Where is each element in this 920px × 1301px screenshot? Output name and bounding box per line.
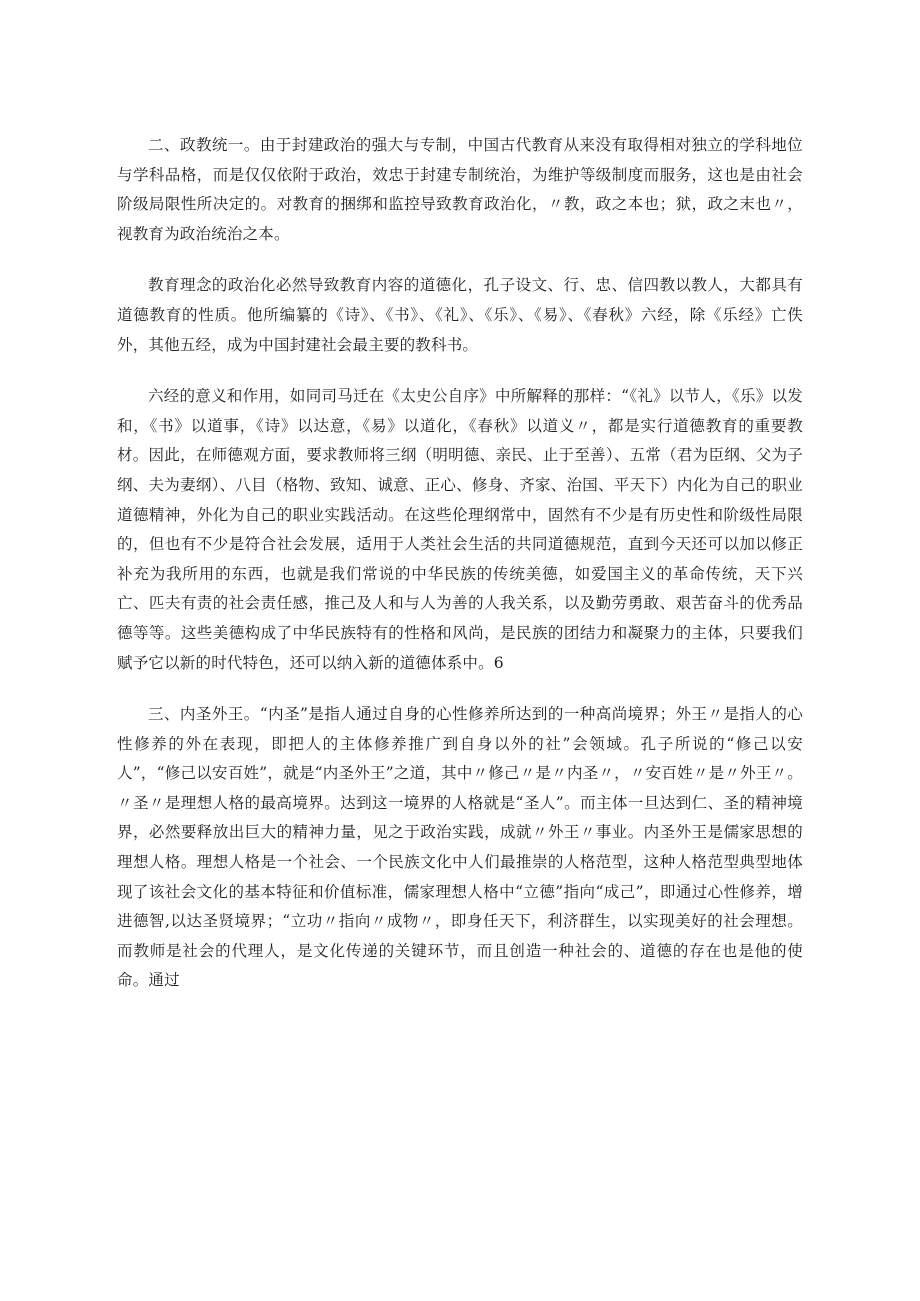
- paragraph-moral-education-content: 教育理念的政治化必然导致教育内容的道德化，孔子设文、行、忠、信四教以教人，大都具有道德教育的性质。他所编纂的《诗》、《书》、《礼》、《乐》、《易》、《春秋》六经，除《乐经》亡佚外，其他五经，成为中国封建社会最主要的教科书。: [117, 276, 803, 354]
- paragraph-inner-sage-outer-king: 三、内圣外王。“内圣”是指人通过自身的心性修养所达到的一种高尚境界；外王〃是指人的心性修养的外在表现，即把人的主体修养推广到自身以外的社”会领域。孔子所说的“修己以安人”，“修己以安百姓”，就是“内圣外王”之道，其中〃修己〃是〃内圣〃，〃安百姓〃是〃外王〃。〃圣〃是理想人格的最高境界。达到这一境界的人格就是“圣人”。而主体一旦达到仁、圣的精神境界，必然要释放出巨大的精神力量，见之于政治实践，成就〃外王〃事业。内圣外王是儒家思想的理想人格。理想人格是一个社会、一个民族文化中人们最推崇的人格范型，这种人格范型典型地体现了该社会文化的基本特征和价值标准，儒家理想人格中“立德”指向“成己”，即通过心性修养，增进德智,以达圣贤境界；“立功〃指向〃成物〃，即身任天下，利济群生，以实现美好的社会理想。而教师是社会的代理人，是文化传递的关键环节，而且创造一种社会的、道德的存在也是他的使命。通过: [117, 705, 803, 990]
- paragraph-six-classics: 六经的意义和作用，如同司马迁在《太史公自序》中所解释的那样：“《礼》以节人，《乐》以发和，《书》以道事，《诗》以达意，《易》以道化，《春秋》以道义〃，都是实行道德教育的重要教材。因此，在师德观方面，要求教师将三纲（明明德、亲民、止于至善）、五常（君为臣纲、父为子纲、夫为妻纲）、八目（格物、致知、诚意、正心、修身、齐家、治国、平天下）内化为自己的职业道德精神，外化为自己的职业实践活动。在这些伦理纲常中，固然有不少是有历史性和阶级性局限的，但也有不少是符合社会发展，适用于人类社会生活的共同道德规范，直到今天还可以加以修正补充为我所用的东西，也就是我们常说的中华民族的传统美德，如爱国主义的革命传统，天下兴亡、匹夫有责的社会责任感，推己及人和与人为善的人我关系，以及勤劳勇敢、艰苦奋斗的优秀品德等等。这些美德构成了中华民族特有的性格和风尚，是民族的团结力和凝聚力的主体，只要我们赋予它以新的时代特色，还可以纳入新的道德体系中。6: [117, 387, 803, 672]
- document-body: [117, 131, 803, 996]
- paragraph-political-education-unity: 二、政教统一。由于封建政治的强大与专制，中国古代教育从来没有取得相对独立的学科地位与学科品格，而是仅仅依附于政治，效忠于封建专制统治，为维护等级制度而服务，这也是由社会阶级局限性所决定的。对教育的捆绑和监控导致教育政治化，〃教，政之本也；狱，政之末也〃，视教育为政治统治之本。: [117, 136, 803, 243]
